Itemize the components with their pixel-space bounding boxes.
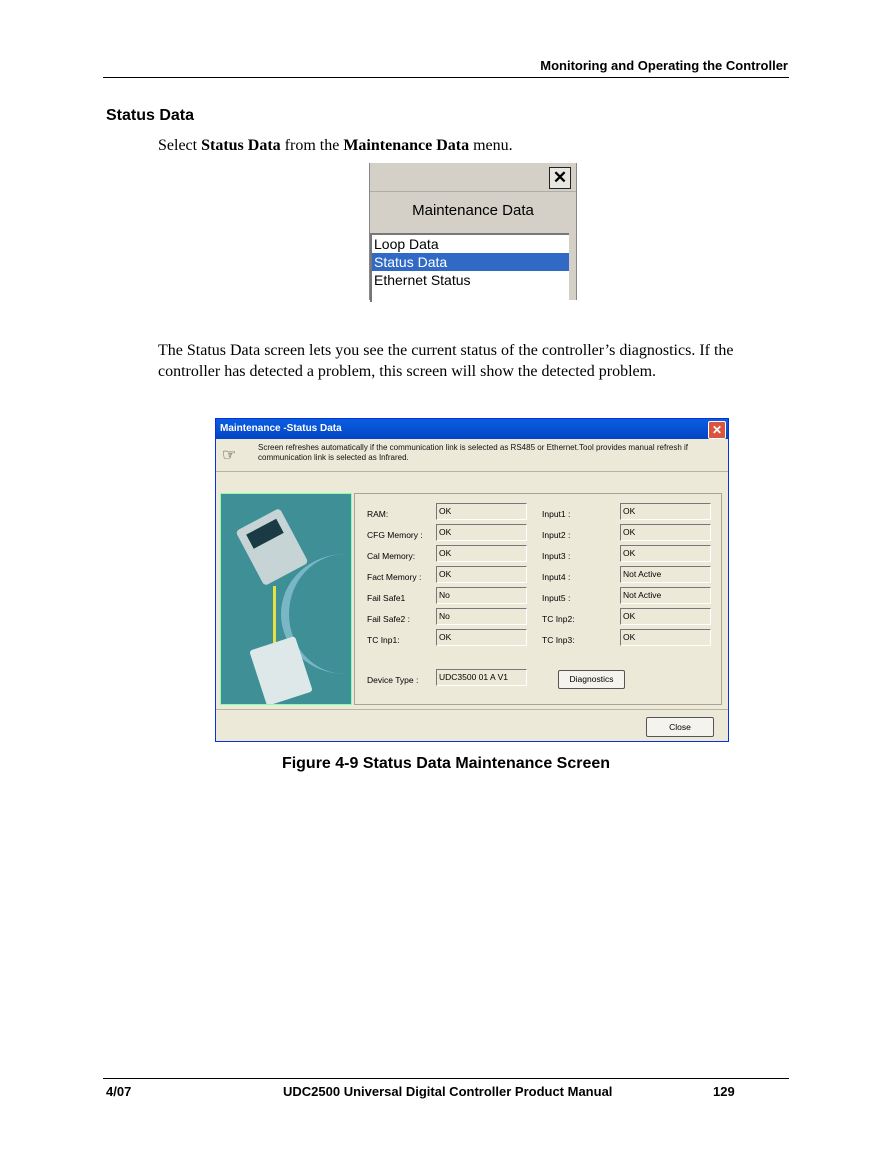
running-header: Monitoring and Operating the Controller (540, 58, 788, 73)
field-input1: OK (620, 503, 711, 520)
field-input3: OK (620, 545, 711, 562)
field-fact-memory: OK (436, 566, 527, 583)
label-tc-inp1: TC Inp1: (367, 635, 400, 645)
field-input5: Not Active (620, 587, 711, 604)
field-fail-safe1: No (436, 587, 527, 604)
label-fail-safe2: Fail Safe2 : (367, 614, 410, 624)
footer-rule (103, 1078, 789, 1079)
field-fail-safe2: No (436, 608, 527, 625)
label-input1: Input1 : (542, 509, 571, 519)
label-tc-inp2: TC Inp2: (542, 614, 575, 624)
menu-item-status-data[interactable]: Status Data (372, 253, 569, 271)
dialog-footer-divider (216, 709, 728, 710)
label-input2: Input2 : (542, 530, 571, 540)
field-cfg-memory: OK (436, 524, 527, 541)
label-input3: Input3 : (542, 551, 571, 561)
menu-item-ethernet-status[interactable]: Ethernet Status (374, 272, 471, 288)
field-tc-inp1: OK (436, 629, 527, 646)
status-data-dialog (215, 418, 729, 742)
footer-page-number: 129 (713, 1084, 735, 1099)
dialog-info-text: Screen refreshes automatically if the communication link is selected as RS485 or Ethernet.Tool provides manual refresh if communication link is selected as Infrared. (258, 443, 688, 462)
section-title: Status Data (106, 107, 195, 124)
label-cfg-memory: CFG Memory : (367, 530, 423, 540)
dialog-title: Maintenance -Status Data (220, 423, 342, 434)
intro-paragraph (158, 135, 778, 156)
footer-date: 4/07 (106, 1084, 132, 1099)
label-tc-inp3: TC Inp3: (542, 635, 575, 645)
dialog-titlebar (216, 419, 728, 439)
label-input5: Input5 : (542, 593, 571, 603)
label-fact-memory: Fact Memory : (367, 572, 422, 582)
field-input4: Not Active (620, 566, 711, 583)
menu-titlebar (370, 163, 576, 192)
field-tc-inp2: OK (620, 608, 711, 625)
label-fail-safe1: Fail Safe1 (367, 593, 406, 603)
field-tc-inp3: OK (620, 629, 711, 646)
intro-bold-status-data: Status Data (201, 137, 281, 154)
intro-text-3: menu. (473, 137, 513, 154)
close-button[interactable]: Close (646, 717, 714, 737)
figure-caption: Figure 4-9 Status Data Maintenance Screen (281, 755, 611, 772)
body-paragraph: The Status Data screen lets you see the current status of the controller’s diagnostics. If the controller has detected a problem, this screen will show the detected problem. (158, 342, 734, 380)
label-cal-memory: Cal Memory: (367, 551, 416, 561)
menu-item-loop-data[interactable]: Loop Data (374, 236, 439, 252)
intro-text-2: from the (284, 137, 340, 154)
menu-title: Maintenance Data (412, 202, 534, 219)
label-device-type: Device Type : (367, 675, 419, 685)
label-ram: RAM: (367, 509, 389, 519)
status-group-box (354, 493, 722, 705)
field-input2: OK (620, 524, 711, 541)
maintenance-data-menu (369, 163, 577, 300)
intro-text-1: Select (158, 137, 198, 154)
menu-list (370, 233, 569, 302)
intro-bold-maintenance-data: Maintenance Data (343, 137, 470, 154)
header-rule (103, 77, 789, 78)
diagnostics-button[interactable]: Diagnostics (558, 670, 625, 689)
controller-illustration (220, 493, 352, 705)
illustration-arrow (273, 586, 276, 646)
close-icon[interactable]: ✕ (549, 167, 571, 189)
footer-manual-title: UDC2500 Universal Digital Controller Product Manual (283, 1084, 613, 1099)
label-input4: Input4 : (542, 572, 571, 582)
field-ram: OK (436, 503, 527, 520)
dialog-close-icon[interactable]: ✕ (708, 421, 726, 439)
field-device-type: UDC3500 01 A V1 (436, 669, 527, 686)
dialog-divider (216, 471, 728, 472)
field-cal-memory: OK (436, 545, 527, 562)
pointing-hand-icon: ☞ (222, 447, 237, 464)
